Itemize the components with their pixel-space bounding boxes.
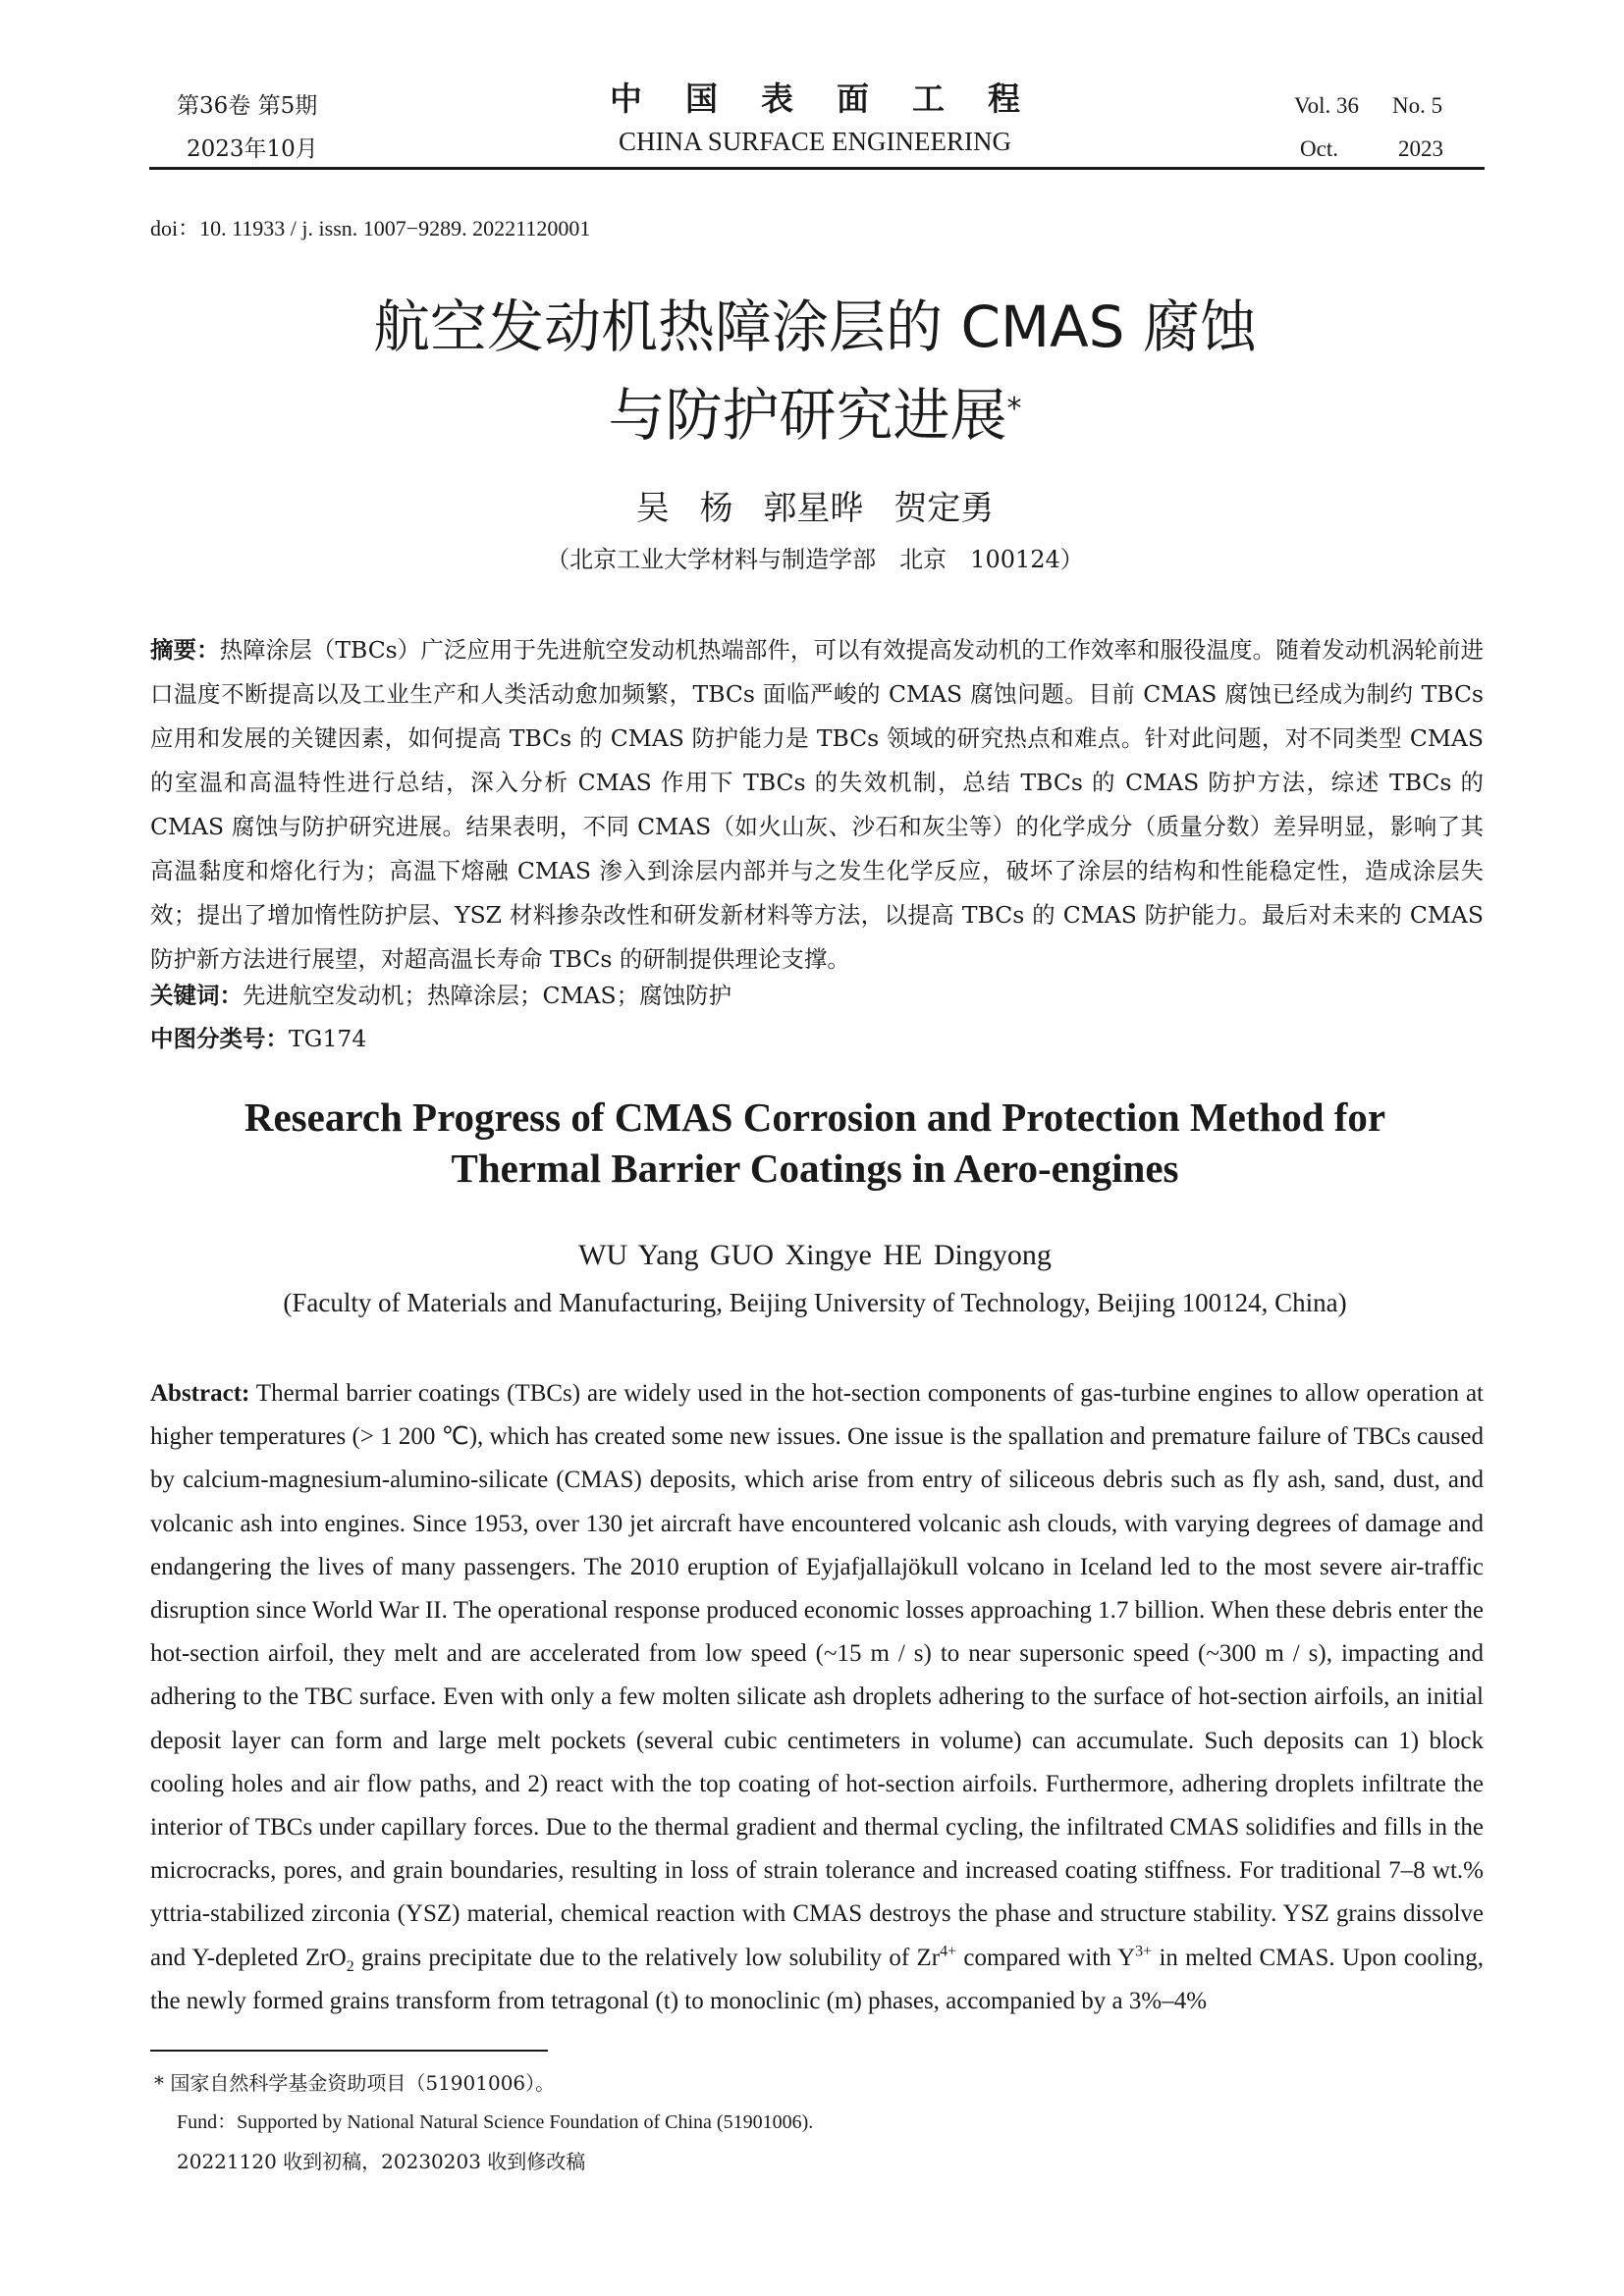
keywords-cn-label: 关键词： — [150, 982, 243, 1009]
title-cn — [147, 283, 1483, 459]
abstract-cn-label: 摘要： — [150, 636, 220, 664]
volume-issue-cn: 第36卷 第5期 — [177, 93, 318, 119]
journal-name-en: CHINA SURFACE ENGINEERING — [618, 127, 1011, 156]
clc-label: 中图分类号： — [150, 1025, 289, 1052]
date-cn: 2023年10月 — [187, 136, 318, 162]
journal-name — [550, 77, 1080, 161]
abstract-en-text-4: in melted CMAS. Upon cooling, the newly formed grains transform from tetragonal (t) to monoclinic (m) phases, accompanied by a 3%–4% — [150, 1944, 1484, 2014]
abstract-en-text-3: compared with Y — [956, 1944, 1136, 1971]
title-en-line1: Research Progress of CMAS Corrosion and Protection Method for — [244, 1095, 1386, 1140]
y-superscript: 3+ — [1135, 1943, 1153, 1960]
title-footnote-mark: * — [1006, 392, 1022, 426]
zr-superscript: 4+ — [940, 1943, 957, 1960]
footnote-received: 20221120 收到初稿，20230203 收到修改稿 — [177, 2150, 586, 2173]
authors-cn: 吴 杨 郭星晔 贺定勇 — [635, 489, 995, 528]
doi: doi：10. 11933 / j. issn. 1007−9289. 20221120001 — [150, 216, 591, 240]
title-cn-line2: 与防护研究进展 — [608, 382, 1007, 449]
year: 2023 — [1398, 136, 1443, 161]
affiliation-en: (Faculty of Materials and Manufacturing, Beijing University of Technology, Beijing 100124, China) — [283, 1288, 1347, 1317]
abstract-en-label: Abstract: — [150, 1380, 250, 1407]
volume: Vol. 36 — [1294, 93, 1360, 118]
abstract-en-text-1: Thermal barrier coatings (TBCs) are widely used in the hot-section components of gas-turbine engines to allow operation at higher temperatures (> 1 200 ℃), which has created some new issues. One issue is the spallation and premature failure of TBCs caused by calcium-magnesium-alumino-silicate (CMAS) deposits, which arise from entry of siliceous debris such as fly ash, sand, dust, and volcanic ash into engines. Since 1953, over 130 jet aircraft have encountered volcanic ash clouds, with varying degrees of damage and endangering the lives of many passengers. The 2010 eruption of Eyjafjallajökull volcano in Iceland led to the most severe air-traffic disruption since World War II. The operational response produced economic losses approaching 1.7 billion. When these debris enter the hot-section airfoil, they melt and are accelerated from low speed (~15 m / s) to near supersonic speed (~300 m / s), impacting and adhering to the TBC surface. Even with only a few molten silicate ash droplets adhering to the surface of hot-section airfoils, an initial deposit layer can form and large melt pockets (several cubic centimeters in volume) can accumulate. Such deposits can 1) block cooling holes and air flow paths, and 2) react with the top coating of hot-section airfoils. Furthermore, adhering droplets infiltrate the interior of TBCs under capillary forces. Due to the thermal gradient and thermal cycling, the infiltrated CMAS solidifies and fills in the microcracks, pores, and grain boundaries, resulting in loss of strain tolerance and increased coating stiffness. For traditional 7–8 wt.% yttria-stabilized zirconia (YSZ) material, chemical reaction with CMAS destroys the phase and structure stability. YSZ grains dissolve and Y-depleted ZrO — [150, 1380, 1484, 1971]
abstract-cn-text: 热障涂层（TBCs）广泛应用于先进航空发动机热端部件，可以有效提高发动机的工作效率和服役温度。随着发动机涡轮前进口温度不断提高以及工业生产和人类活动愈加频繁，TBCs 面临严峻的 CMAS 腐蚀问题。目前 CMAS 腐蚀已经成为制约 TBCs 应用和发展的关键因素，如何提高 TBCs 的 CMAS 防护能力是 TBCs 领域的研究热点和难点。针对此问题，对不同类型 CMAS 的室温和高温特性进行总结，深入分析 CMAS 作用下 TBCs 的失效机制，总结 TBCs 的 CMAS 防护方法，综述 TBCs 的 CMAS 腐蚀与防护研究进展。结果表明，不同 CMAS（如火山灰、沙石和灰尘等）的化学成分（质量分数）差异明显，影响了其高温黏度和熔化行为；高温下熔融 CMAS 渗入到涂层内部并与之发生化学反应，破坏了涂层的结构和性能稳定性，造成涂层失效；提出了增加惰性防护层、YSZ 材料掺杂改性和研发新材料等方法，以提高 TBCs 的 CMAS 防护能力。最后对未来的 CMAS 防护新方法进行展望，对超高温长寿命 TBCs 的研制提供理论支撑。 — [150, 636, 1485, 973]
abstract-cn — [150, 628, 1484, 982]
zro2-subscript: 2 — [346, 1957, 354, 1975]
title-en-line2: Thermal Barrier Coatings in Aero-engines — [451, 1146, 1179, 1191]
month: Oct. — [1300, 136, 1338, 161]
title-cn-line1: 航空发动机热障涂层的 CMAS 腐蚀 — [373, 294, 1257, 360]
abstract-en — [150, 1372, 1484, 2023]
abstract-en-text-2: grains precipitate due to the relatively low solubility of Zr — [353, 1944, 941, 1971]
affiliation-cn: （北京工业大学材料与制造学部 北京 100124） — [546, 546, 1084, 573]
issue-number: No. 5 — [1392, 93, 1443, 118]
keywords-cn-text: 先进航空发动机；热障涂层；CMAS；腐蚀防护 — [243, 982, 732, 1009]
header-rule — [149, 167, 1485, 170]
authors-en: WU Yang GUO Xingye HE Dingyong — [578, 1239, 1052, 1271]
footnote-fund-cn: * 国家自然科学基金资助项目（51901006）。 — [154, 2071, 556, 2095]
footnote-fund-en: Fund：Supported by National Natural Science Foundation of China (51901006). — [177, 2111, 814, 2133]
keywords-cn — [150, 974, 731, 1017]
header-right — [1294, 84, 1443, 171]
footnote-rule — [150, 2050, 548, 2052]
header-left — [177, 84, 318, 171]
clc-text: TG174 — [289, 1025, 367, 1052]
title-en — [147, 1092, 1483, 1194]
journal-name-cn: 中国表面工程 — [610, 80, 1063, 118]
clc-number — [150, 1017, 366, 1060]
